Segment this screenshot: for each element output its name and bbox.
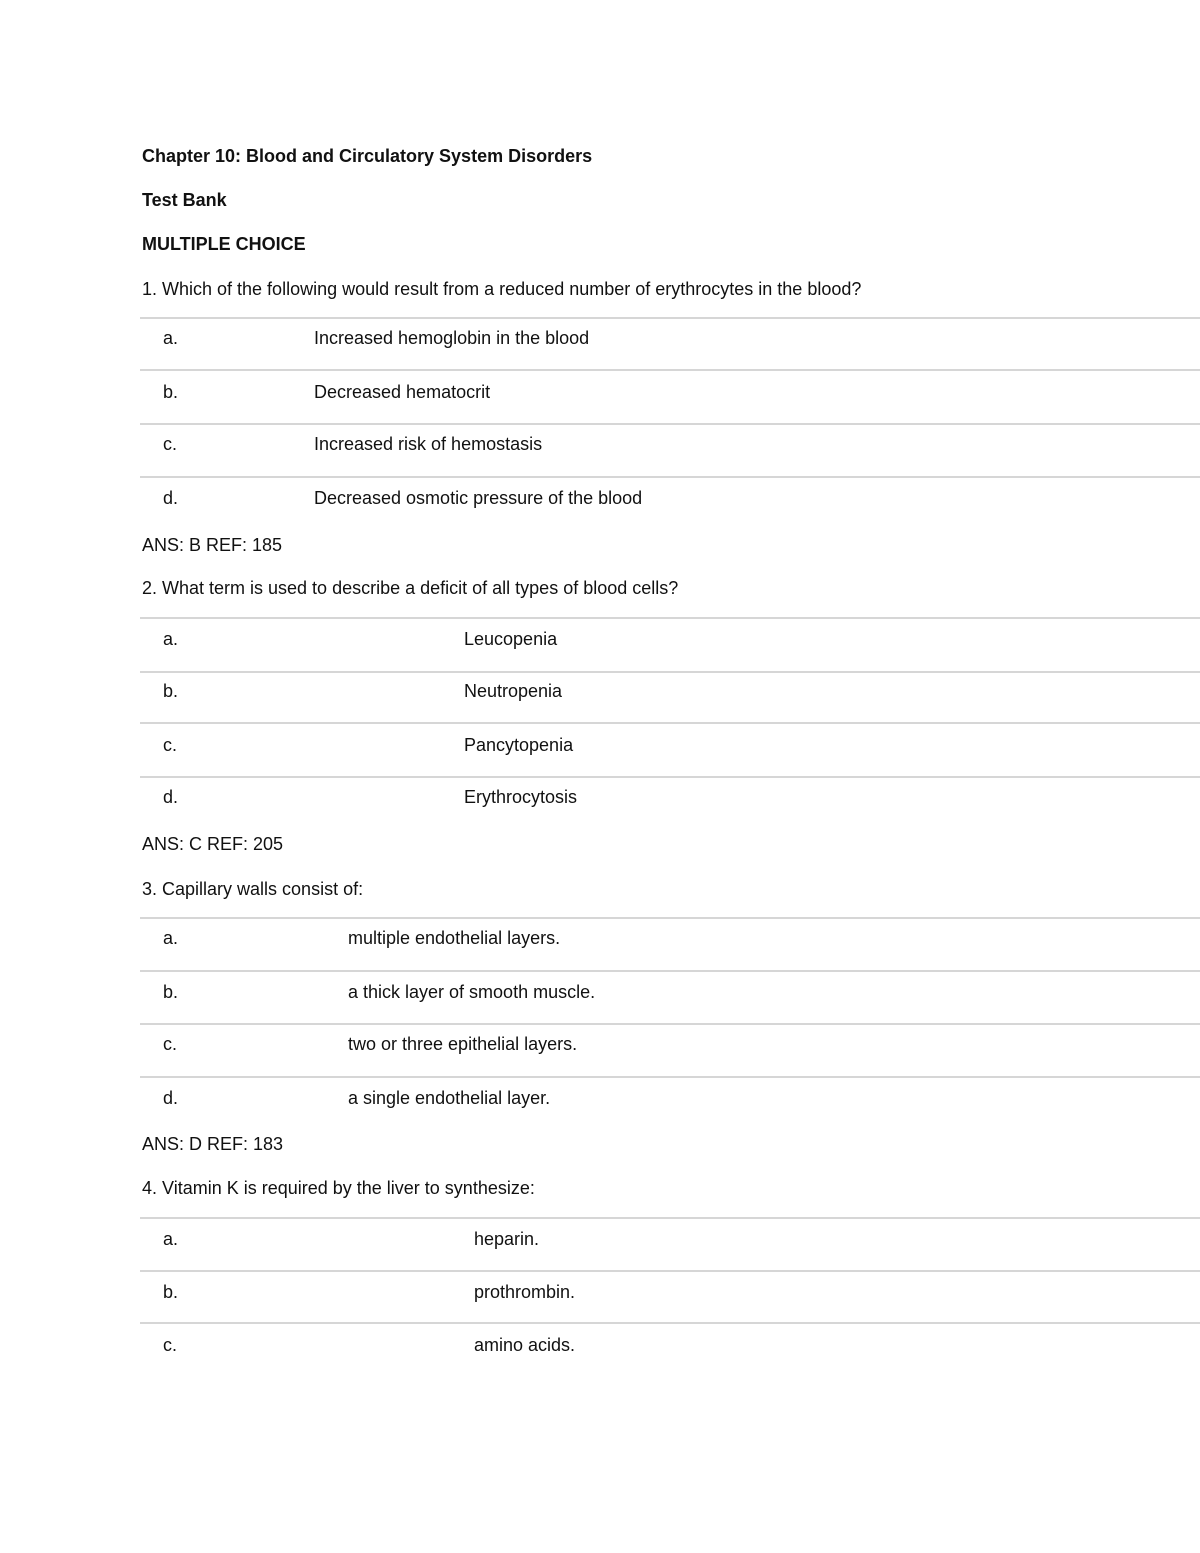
question-prompt: 4. Vitamin K is required by the liver to synthesize:: [142, 1178, 535, 1198]
section-heading: MULTIPLE CHOICE: [142, 234, 306, 254]
divider: [140, 317, 1200, 319]
option-letter: b.: [163, 1282, 179, 1302]
option-letter: c.: [163, 1034, 178, 1054]
test-bank-label: Test Bank: [142, 190, 227, 210]
option-text: Increased hemoglobin in the blood: [314, 328, 590, 348]
option-text: Decreased hematocrit: [314, 382, 491, 402]
answer-key: ANS: B REF: 185: [142, 535, 283, 555]
option-text: Erythrocytosis: [464, 787, 578, 807]
chapter-title: Chapter 10: Blood and Circulatory System Disorders: [142, 146, 593, 166]
option-text: two or three epithelial layers.: [348, 1034, 578, 1054]
divider: [140, 970, 1200, 972]
question-prompt: 3. Capillary walls consist of:: [142, 879, 364, 899]
option-text: amino acids.: [474, 1335, 576, 1355]
option-text: Increased risk of hemostasis: [314, 434, 543, 454]
option-letter: d.: [163, 488, 179, 508]
option-letter: c.: [163, 1335, 178, 1355]
option-letter: a.: [163, 328, 179, 348]
option-text: heparin.: [474, 1229, 540, 1249]
divider: [140, 671, 1200, 673]
divider: [140, 1217, 1200, 1219]
option-text: Leucopenia: [464, 629, 558, 649]
option-letter: b.: [163, 681, 179, 701]
divider: [140, 423, 1200, 425]
divider: [140, 1322, 1200, 1324]
option-text: a single endothelial layer.: [348, 1088, 551, 1108]
divider: [140, 776, 1200, 778]
option-letter: c.: [163, 434, 178, 454]
option-text: Decreased osmotic pressure of the blood: [314, 488, 643, 508]
option-letter: a.: [163, 928, 179, 948]
divider: [140, 1076, 1200, 1078]
option-letter: d.: [163, 1088, 179, 1108]
option-letter: b.: [163, 382, 179, 402]
answer-key: ANS: C REF: 205: [142, 834, 284, 854]
option-text: Neutropenia: [464, 681, 563, 701]
divider: [140, 1023, 1200, 1025]
divider: [140, 369, 1200, 371]
option-letter: d.: [163, 787, 179, 807]
divider: [140, 476, 1200, 478]
option-text: multiple endothelial layers.: [348, 928, 561, 948]
divider: [140, 1270, 1200, 1272]
divider: [140, 917, 1200, 919]
answer-key: ANS: D REF: 183: [142, 1134, 284, 1154]
question-prompt: 2. What term is used to describe a deficit of all types of blood cells?: [142, 578, 679, 598]
option-letter: a.: [163, 629, 179, 649]
option-letter: a.: [163, 1229, 179, 1249]
option-letter: b.: [163, 982, 179, 1002]
option-text: a thick layer of smooth muscle.: [348, 982, 596, 1002]
option-text: prothrombin.: [474, 1282, 576, 1302]
option-letter: c.: [163, 735, 178, 755]
question-prompt: 1. Which of the following would result from a reduced number of erythrocytes in the blood?: [142, 279, 862, 299]
option-text: Pancytopenia: [464, 735, 574, 755]
divider: [140, 722, 1200, 724]
divider: [140, 617, 1200, 619]
